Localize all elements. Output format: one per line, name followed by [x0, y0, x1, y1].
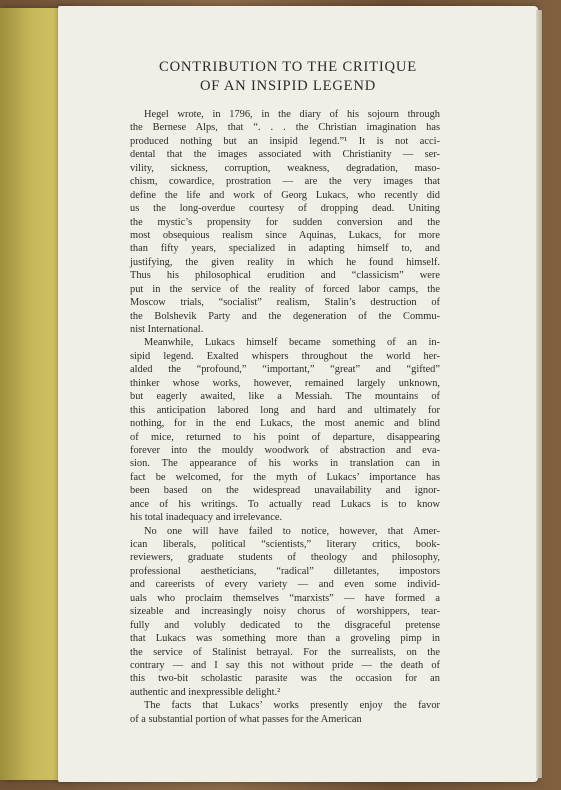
- page-title: [118, 58, 458, 96]
- text-line: put in the service of the reality of forced labor camps, the: [130, 283, 440, 295]
- text-line: sizeable and increasingly noisy chorus of worshippers, tear-: [130, 606, 440, 618]
- text-line: and careerists of every variety — and even some individ-: [130, 579, 440, 591]
- text-line: the mystic’s propensity for sudden conversion and the: [130, 216, 440, 228]
- text-line: fully and volubly dedicated to the disgraceful pretense: [130, 619, 440, 631]
- text-line: No one will have failed to notice, however, that Amer-: [144, 525, 440, 537]
- text-line: Thus his philosophical erudition and “classicism” were: [130, 270, 440, 282]
- text-line: fact be welcomed, for the myth of Lukacs’ importance has: [130, 471, 440, 483]
- text-line: reviewers, graduate students of theology and philosophy,: [130, 552, 440, 564]
- text-line: the Bernese Alps, that “. . . the Christian imagination has: [130, 122, 440, 134]
- text-line: been based on the widespread unavailability and ignor-: [130, 485, 440, 497]
- title-line-1: CONTRIBUTION TO THE CRITIQUE: [159, 59, 417, 75]
- text-line: forever into the mouldy woodwork of abstraction and eva-: [130, 444, 440, 456]
- text-line: professional aestheticians, “radical” dilletantes, impostors: [130, 565, 440, 577]
- page-edge: [536, 10, 542, 778]
- text-line: Meanwhile, Lukacs himself became something of an in-: [144, 337, 440, 349]
- text-line: Moscow trials, “socialist” realism, Stalin’s destruction of: [130, 297, 440, 309]
- text-line: his total inadequacy and irrelevance.: [130, 512, 283, 524]
- text-line: alded the “profound,” “important,” “great” and “gifted”: [130, 364, 440, 376]
- text-line: than fifty years, specialized in adapting himself to, and: [130, 243, 440, 255]
- text-line: justifying, the given reality in which he found himself.: [130, 256, 440, 268]
- text-line: define the life and work of Georg Lukacs, who recently did: [130, 189, 440, 201]
- text-line: Hegel wrote, in 1796, in the diary of his sojourn through: [144, 109, 440, 120]
- title-line-2: OF AN INSIPID LEGEND: [199, 78, 377, 94]
- text-line: uals who proclaim themselves “marxists” — have formed a: [130, 592, 440, 604]
- text-line: ican liberals, political “scientists,” literary critics, book-: [130, 539, 440, 550]
- text-line: The facts that Lukacs’ works presently enjoy the favor: [144, 700, 440, 712]
- text-line: nothing, for in the end Lukacs, the most anemic and blind: [130, 418, 440, 430]
- text-line: ance of his writings. To actually read Lukacs is to know: [130, 498, 440, 510]
- text-line: authentic and inexpressible delight.²: [130, 686, 281, 698]
- text-line: us the long-overdue courtesy of dropping dead. Uniting: [130, 203, 440, 215]
- text-line: of mice, returned to his point of departure, disappearing: [130, 431, 440, 443]
- text-line: chism, cowardice, prostration — are the very images that: [130, 176, 440, 188]
- text-line: thinker whose works, however, remained largely unknown,: [130, 377, 440, 389]
- text-line: sion. The appearance of his works in translation can in: [130, 458, 440, 470]
- text-line: nist International.: [130, 324, 204, 335]
- text-line: contrary — and I say this not without pride — the death of: [130, 659, 440, 671]
- text-line: but eagerly awaited, like a Messiah. The mountains of: [130, 391, 440, 403]
- text-line: the Bolshevik Party and the degeneration of the Commu-: [130, 310, 440, 322]
- text-line: that Lukacs was something more than a groveling pimp in: [130, 633, 440, 645]
- text-line: produced nothing but an insipid legend.”¹ It is not acci-: [130, 135, 440, 147]
- text-line: dental that the images associated with Christianity — ser-: [130, 149, 440, 161]
- text-line: this two-bit scholastic parasite was the occasion for an: [130, 673, 440, 685]
- text-line: vility, sickness, corruption, weakness, degradation, maso-: [130, 162, 440, 174]
- text-line: this anticipation labored long and hard and ultimately for: [130, 404, 440, 416]
- text-line: most obsequious realism since Aquinas, Lukacs, for more: [130, 229, 440, 241]
- text-line: the service of Stalinist betrayal. For the surrealists, on the: [130, 646, 440, 658]
- body-text: [130, 108, 440, 726]
- text-line: sipid legend. Exalted whispers throughout the world her-: [130, 350, 440, 362]
- text-line: of a substantial portion of what passes for the American: [130, 713, 362, 725]
